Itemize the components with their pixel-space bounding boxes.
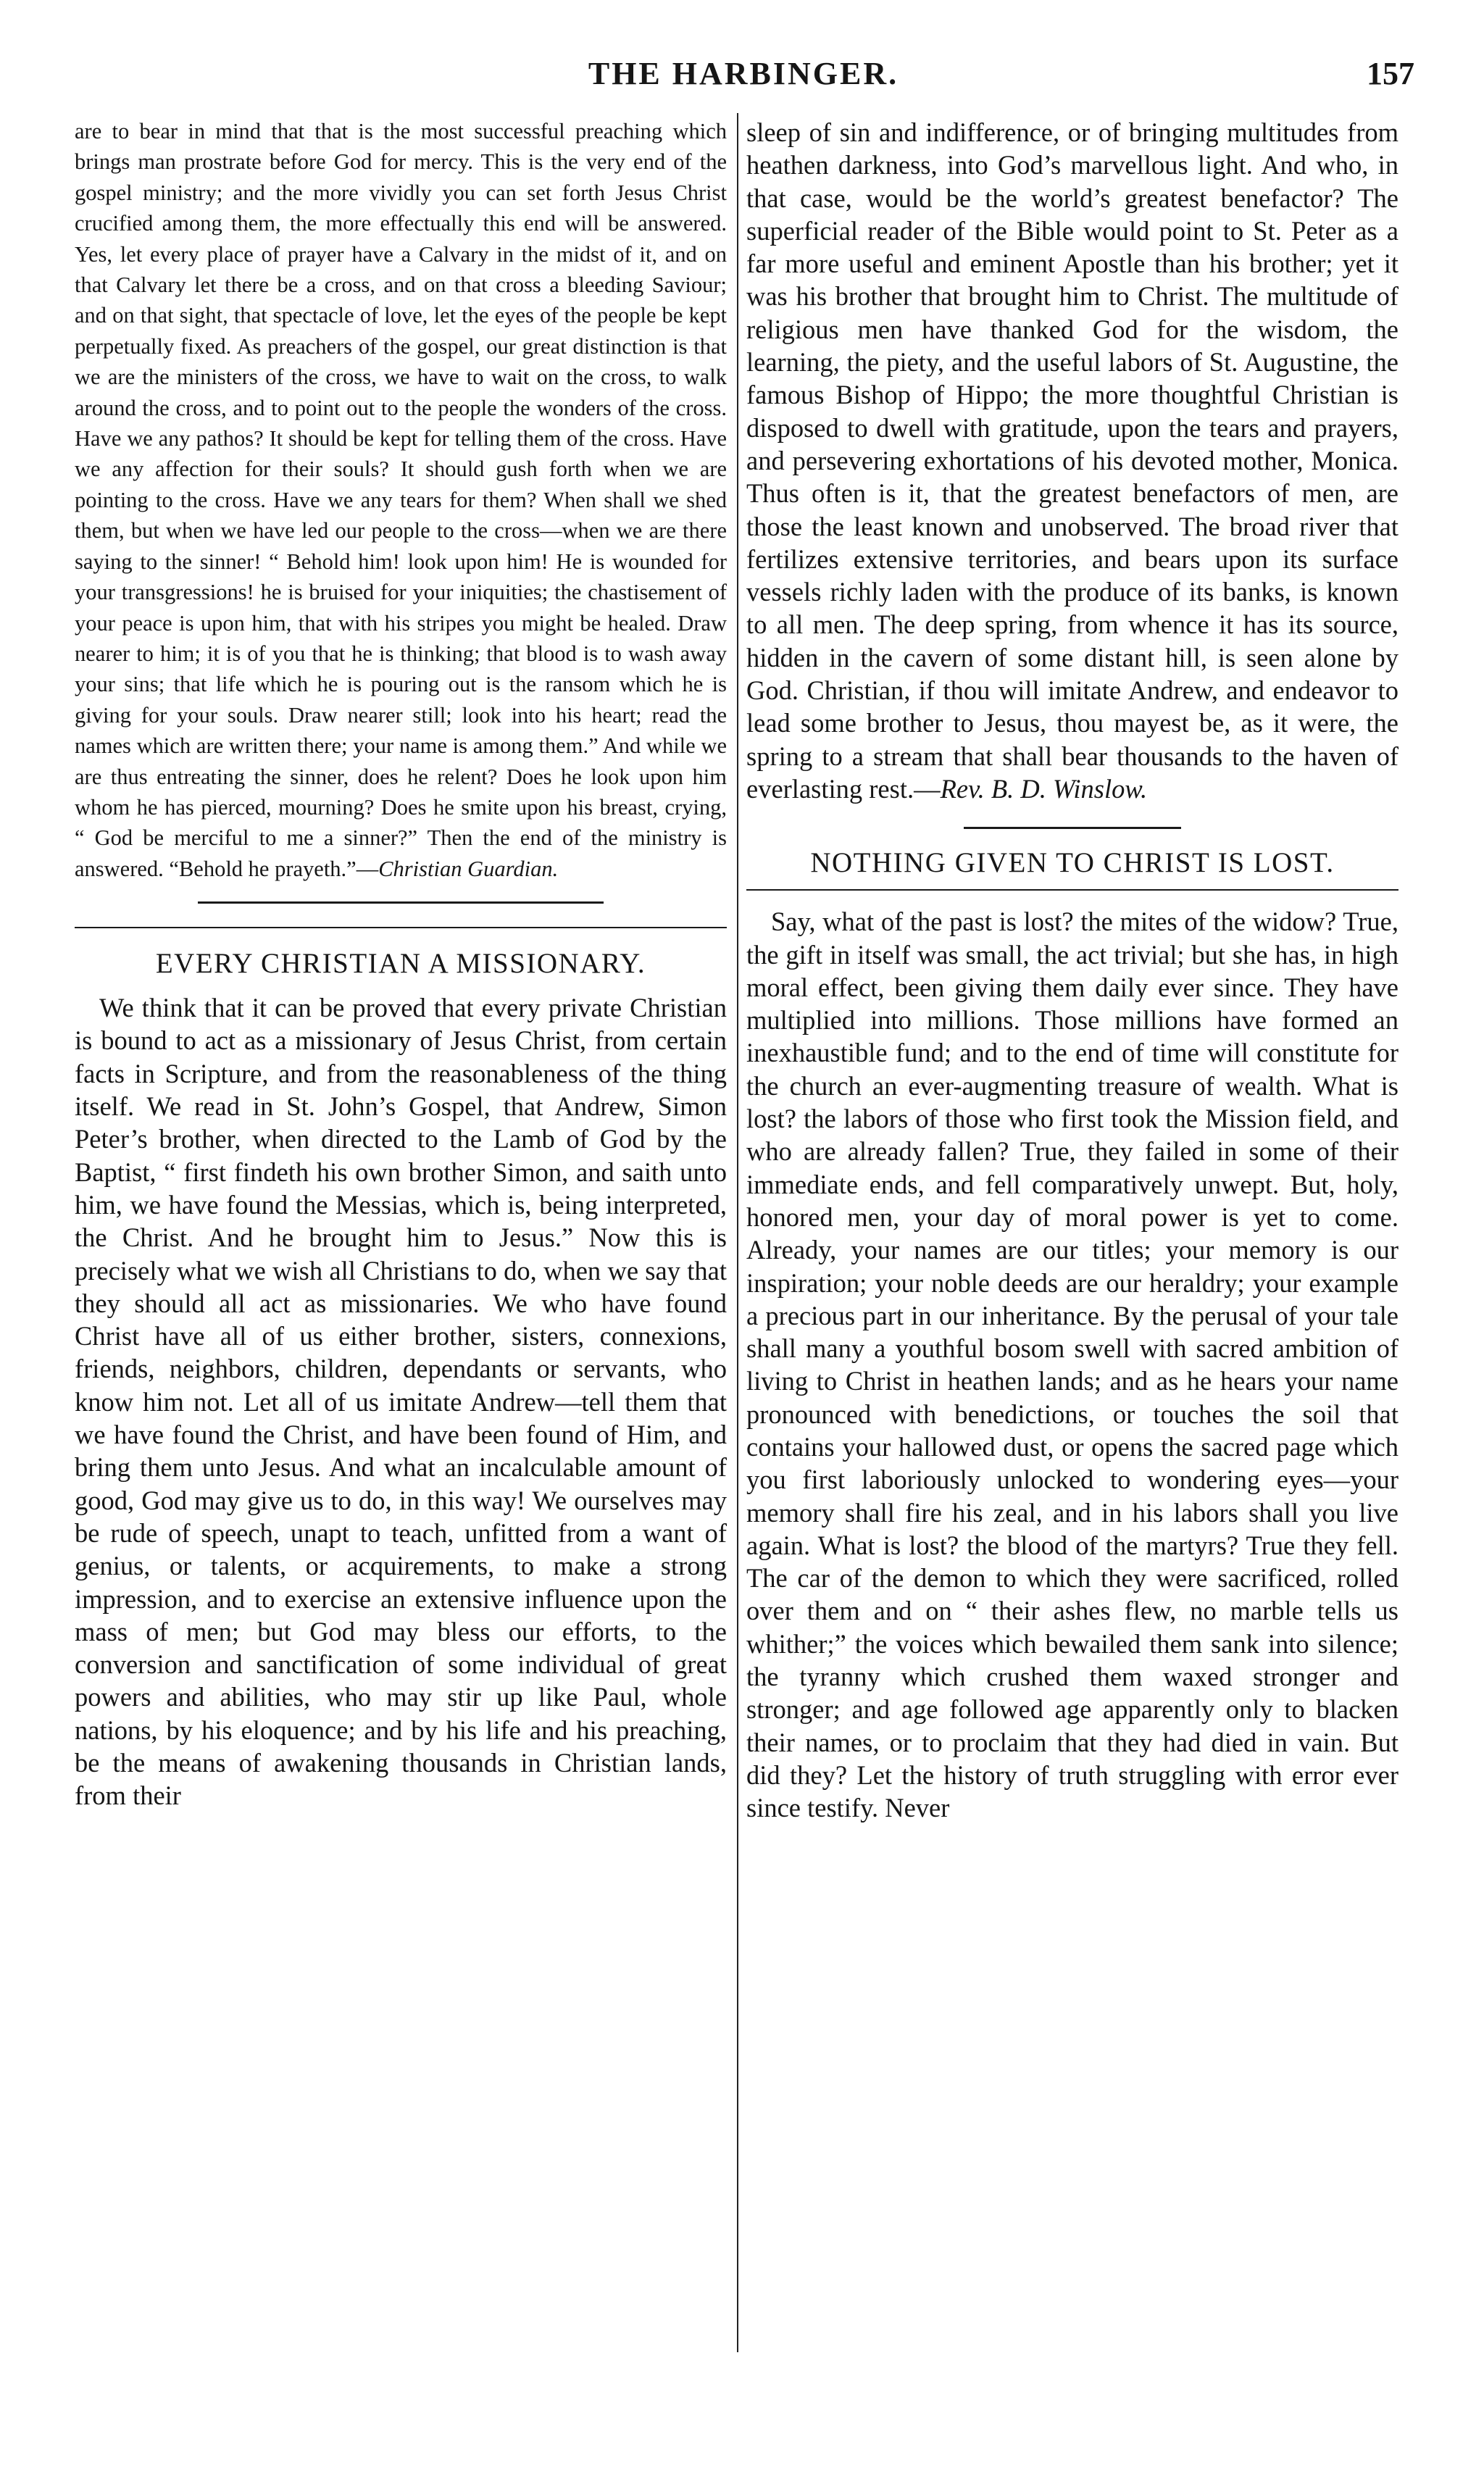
article-source: Rev. B. D. Winslow. <box>940 773 1148 804</box>
article-source: Christian Guardian. <box>378 856 559 881</box>
article-title: EVERY CHRISTIAN A MISSIONARY. <box>155 948 646 980</box>
article-body: Say, what of the past is lost? the mites of the widow? True, the gift in itself was small, the act trivial; but she has, in high moral effect, been giving them daily ever since. They have multiplied into millions. Those millions have formed an inexhaustible fund; and to the end of time will constitute for the church an ever-augmenting treasure of wealth. What is lost? the labors of those who first took the Mission field, and who are already fallen? True, they failed in some of their immediate ends, and fell comparatively unwept. But, holy, honored men, your day of moral power is yet to come. Already, your names are our titles; your memory is our inspiration; your noble deeds are our heraldry; your example a precious part in our inheritance. By the perusal of your tale shall many a youthful bosom swell with sacred ambition of living to Christ in heathen lands; and as he hears your name pronounced with benedictions, or touches the soil that contains your hallowed dust, or opens the sacred page which you first laboriously unlocked to wondering eyes—your memory shall fire his zeal, and in his labors shall you live again. What is lost? the blood of the martyrs? True they fell. The car of the demon to which they were sacrificed, rolled over them and on “ their ashes flew, no marble tells us whither;” the voices which bewailed them sank into silence; the tyranny which crushed them waxed stronger and stronger; and age followed age apparently only to blacken their names, or to proclaim that they had died in vain. But did they? Let the history of truth struggling with error ever since testify. Never <box>746 907 1398 1823</box>
continuation-text: are to bear in mind that that is the most successful preaching which brings man prostrate before God for mercy. This is the very end of the gospel ministry; and the more vividly you can set forth Jesus Christ crucified among them, the more effectually this end will be answered. Yes, let every place of prayer have a Calvary in the midst of it, and on that Calvary let there be a cross, and on that cross a bleeding Saviour; and on that sight, that spectacle of love, let the eyes of the people be kept perpetually fixed. As preachers of the gospel, our great distinction is that we are the ministers of the cross, we have to wait on the cross, to walk around the cross, and to point out to the people the wonders of the cross. Have we any pathos? It should be kept for telling them of the cross. Have we any affection for their souls? It should gush forth when we are pointing to the cross. Have we any tears for them? When shall we shed them, but when we have led our people to the cross—when we are there saying to the sinner! “ Behold him! look upon him! He is wounded for your transgressions! he is bruised for your iniquities; the chastisement of your peace is upon him, that with his stripes you might be healed. Draw nearer to him; it is of you that he is thinking; that blood is to wash away your sins; that life which he is pouring out is the ransom which he is giving for your souls. Draw nearer still; look into his heart; read the names which are written there; your name is among them.” And while we are thus entreating the sinner, does he relent? Does he look upon him whom he has pierced, mourning? Does he smite upon his breast, crying, “ God be merciful to me a sinner?” Then the end of the ministry is answered. “Behold he prayeth.”— <box>75 119 727 881</box>
page-header <box>70 52 1417 103</box>
continuation-text: sleep of sin and indifference, or of bringing multitudes from heathen darkness, into God’s marvellous light. And who, in that case, would be the world’s greatest benefactor? The superficial reader of the Bible would point to St. Peter as a far more useful and eminent Apostle than his brother; yet it was his brother that brought him to Christ. The multitude of religious men have thanked God for the wisdom, the learning, the piety, and the useful labors of St. Augustine, the famous Bishop of Hippo; the more thoughtful Christian is disposed to dwell with gratitude, upon the tears and prayers, and persevering exhortations of his devoted mother, Monica. Thus often is it, that the greatest benefactors of men, are those the least known and unobserved. The broad river that fertilizes extensive territories, and bears upon its surface vessels richly laden with the produce of its banks, is known to all men. The deep spring, from whence it has its source, hidden in the cavern of some distant hill, is seen alone by God. Christian, if thou will imitate Andrew, and endeavor to lead some brother to Jesus, thou mayest be, as it were, the spring to a stream that shall bear thousands to the haven of everlasting rest.— <box>746 117 1398 804</box>
left-column <box>75 116 727 1812</box>
column-divider <box>737 113 738 2352</box>
running-title: THE HARBINGER. <box>588 56 899 91</box>
article-title: NOTHING GIVEN TO CHRIST IS LOST. <box>810 847 1335 879</box>
article-separator <box>198 901 604 904</box>
title-rule <box>75 927 727 928</box>
article-separator <box>964 827 1181 829</box>
article-continuation <box>746 116 1398 805</box>
article-body: We think that it can be proved that every private Christian is bound to act as a missionary of Jesus Christ, from certain facts in Scripture, and from the reasonableness of the thing itself. We read in St. John’s Gospel, that Andrew, Simon Peter’s brother, when directed to the Lamb of God by the Baptist, “ first findeth his own brother Simon, and saith unto him, we have found the Messias, which is, being interpreted, the Christ. And he brought him to Jesus.” Now this is precisely what we wish all Christians to do, when we say that they should all act as missionaries. We who have found Christ have all of us either brother, sisters, connexions, friends, neighbors, children, dependants or servants, who know him not. Let all of us imitate Andrew—tell them that we have found the Christ, and have been found of Him, and bring them unto Jesus. And what an incalculable amount of good, God may give us to do, in this way! We ourselves may be rude of speech, unapt to teach, unfitted from a want of genius, or talents, or acquirements, to make a strong impression, and to exercise an extensive influence upon the mass of men; but God may bless our efforts, to the conversion and sanctification of some individual of great powers and abilities, who may stir up like Paul, whole nations, by his eloquence; and by his life and his preaching, be the means of awakening thousands in Christian lands, from their <box>75 993 727 1811</box>
right-column <box>746 116 1398 1825</box>
article-continuation <box>75 116 727 884</box>
page-number: 157 <box>1367 56 1414 91</box>
title-rule <box>746 889 1398 891</box>
